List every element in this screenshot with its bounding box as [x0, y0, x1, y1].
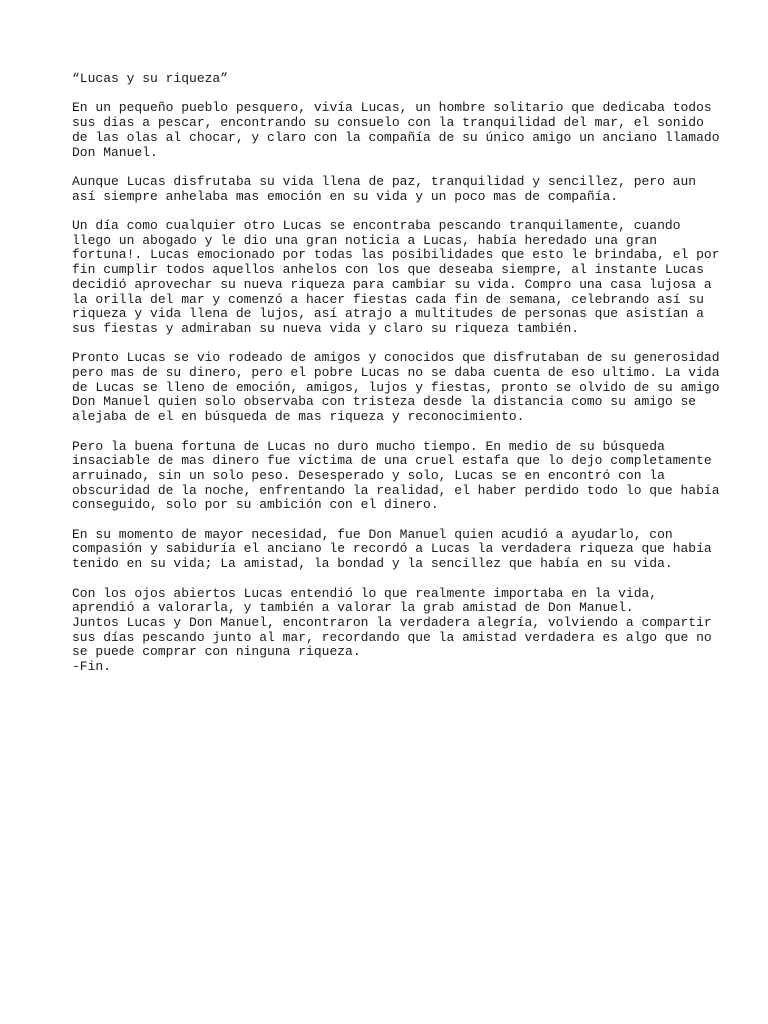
- text-line: sus días pescando junto al mar, recordando que la amistad verdadera es algo que no: [72, 629, 712, 645]
- text-line: riqueza y vida llena de lujos, así atrajo a multitudes de personas que asistían a: [72, 306, 704, 322]
- text-line: la orilla del mar y comenzó a hacer fiestas cada fin de semana, celebrando así su: [72, 291, 704, 307]
- text-line: de las olas al chocar, y claro con la compañía de su único amigo un anciano llamado: [72, 129, 720, 145]
- text-line: sus dias a pescar, encontrando su consuelo con la tranquilidad del mar, el sonido: [72, 115, 704, 131]
- text-line: sus fiestas y admiraban su nueva vida y claro su riqueza también.: [72, 320, 580, 336]
- document-title: [72, 72, 712, 87]
- text-line: pero mas de su dinero, pero el pobre Lucas no se daba cuenta de eso ultimo. La vida: [72, 365, 720, 380]
- paragraph: [72, 217, 720, 337]
- text-line: se puede comprar con ninguna riqueza.: [72, 644, 361, 660]
- text-line: En su momento de mayor necesidad, fue Don Manuel quien acudió a ayudarlo, con: [72, 526, 673, 542]
- paragraph: [72, 587, 712, 675]
- text-line: Don Manuel quien solo observaba con tristeza desde la distancia como su amigo se: [72, 394, 697, 410]
- text-line: fortuna!. Lucas emocionado por todas las posibilidades que esto le brindaba, el por: [72, 247, 720, 263]
- paragraph: [72, 528, 712, 572]
- paragraph: [72, 100, 720, 160]
- text-line: insaciable de mas dinero fue víctima de una cruel estafa que lo dejo completamente: [72, 453, 712, 469]
- text-line: compasión y sabiduría el anciano le recordó a Lucas la verdadera riqueza que había: [72, 541, 712, 557]
- text-line: obscuridad de la noche, enfrentando la realidad, el haber perdido todo lo que había: [72, 482, 720, 498]
- text-line: Pero la buena fortuna de Lucas no duro mucho tiempo. En medio de su búsqueda: [72, 438, 665, 454]
- text-line: Aunque Lucas disfrutaba su vida llena de paz, tranquilidad y sencillez, pero aun: [72, 173, 697, 189]
- text-line: Juntos Lucas y Don Manuel, encontraron la verdadera alegría, volviendo a compartir: [72, 614, 712, 630]
- text-line: -Fin.: [72, 659, 112, 675]
- text-line: así siempre anhelaba mas emoción en su vida y un poco mas de compañía.: [72, 188, 619, 204]
- text-line: En un pequeño pueblo pesquero, vivía Lucas, un hombre solitario que dedicaba todos: [72, 100, 712, 116]
- text-line: Con los ojos abiertos Lucas entendió lo que realmente importaba en la vida,: [72, 585, 658, 601]
- text-line: decidió aprovechar su nueva riqueza para cambiar su vida. Compro una casa lujosa a: [72, 276, 712, 292]
- document-body: [72, 100, 720, 675]
- text-line: alejaba de el en búsqueda de mas riqueza y reconocimiento.: [72, 409, 525, 425]
- paragraph: [72, 350, 720, 425]
- text-line: aprendió a valorarla, y también a valorar la grab amistad de Don Manuel.: [72, 600, 634, 616]
- text-line: llego un abogado y le dio una gran noticia a Lucas, había heredado una gran: [72, 232, 658, 248]
- text-line: Un día como cualquier otro Lucas se encontraba pescando tranquilamente, cuando: [72, 217, 681, 233]
- title-line: “Lucas y su riqueza”: [72, 71, 229, 86]
- text-line: de Lucas se lleno de emoción, amigos, lujos y fiestas, pronto se olvido de su amigo: [72, 379, 720, 395]
- text-line: Pronto Lucas se vio rodeado de amigos y conocidos que disfrutaban de su generosidad: [72, 350, 720, 366]
- paragraph: [72, 438, 720, 514]
- text-line: fin cumplir todos aquellos anhelos con los que deseaba siempre, al instante Lucas: [72, 262, 704, 278]
- text-line: Don Manuel.: [72, 144, 158, 160]
- text-line: conseguido, solo por su ambición con el dinero.: [72, 497, 439, 513]
- paragraph: [72, 175, 712, 204]
- document-page: [72, 71, 720, 689]
- text-line: tenido en su vida; La amistad, la bondad y la sencillez que había en su vida.: [72, 556, 673, 572]
- text-line: arruinado, sin un solo peso. Desesperado y solo, Lucas se en encontró con la: [72, 467, 665, 483]
